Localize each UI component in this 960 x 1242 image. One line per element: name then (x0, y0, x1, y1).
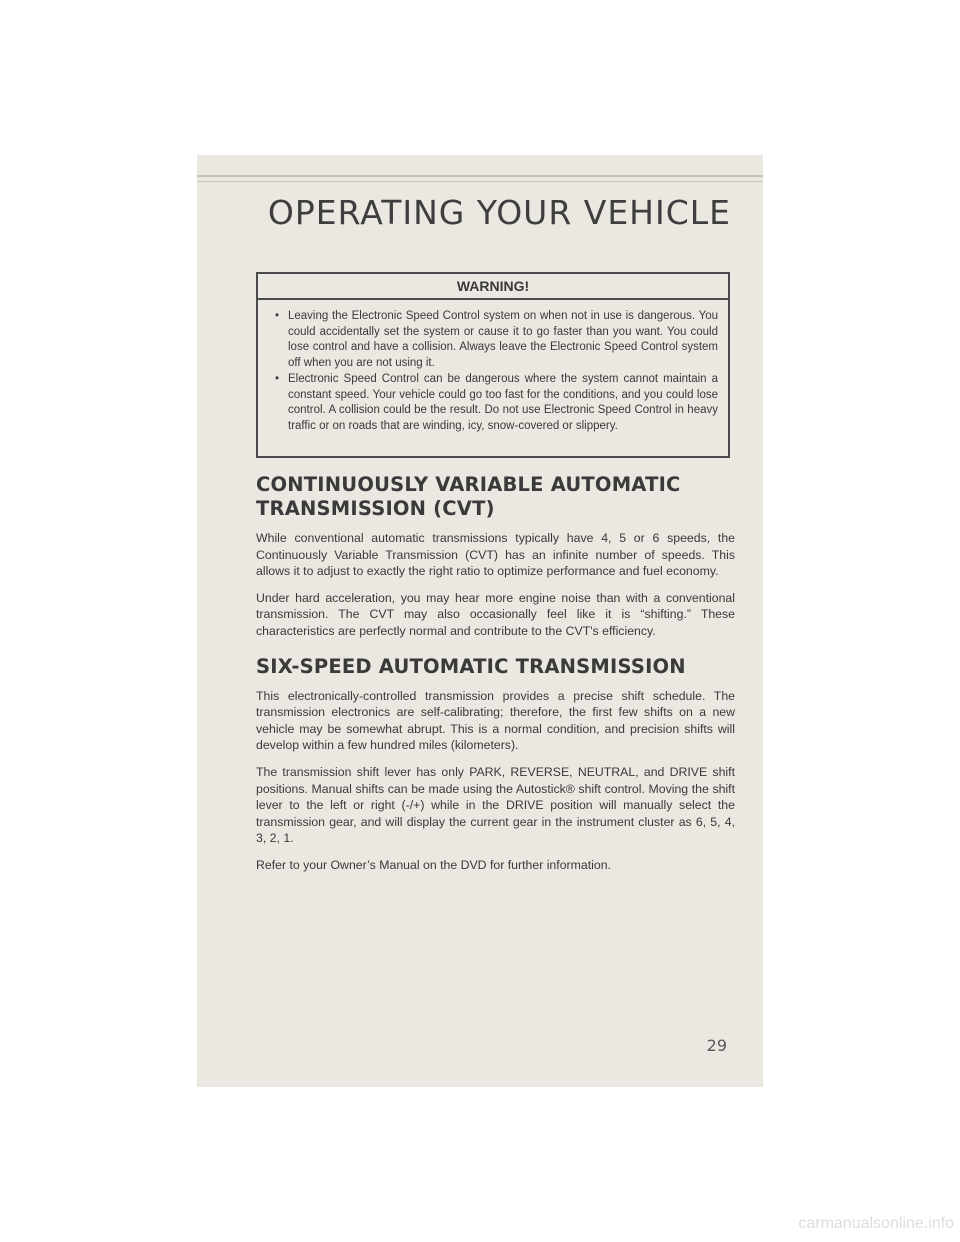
cvt-heading (256, 473, 735, 521)
cvt-heading-line2: TRANSMISSION (CVT) (256, 497, 495, 520)
warning-item (275, 372, 718, 435)
six-speed-paragraph: The transmission shift lever has only PARK, REVERSE, NEUTRAL, and DRIVE shift positions. Manual shifts can be made using the Autostick® shift control. Moving the shift lever to the left or right (-/+) while in the DRIVE position will manually select the transmission gear, and will display the current gear in the instrument cluster as 6, 5, 4, 3, 2, 1. (256, 764, 735, 846)
main-content (256, 473, 735, 884)
six-speed-heading: SIX-SPEED AUTOMATIC TRANSMISSION (256, 654, 686, 678)
header-rule-thick (197, 175, 763, 177)
header-rule-thin (197, 181, 763, 182)
warning-title: WARNING! (258, 274, 728, 300)
watermark: carmanualsonline.info (798, 1215, 954, 1232)
section-title: OPERATING YOUR VEHICLE (267, 193, 731, 232)
manual-page (197, 155, 763, 1087)
bullet-icon: • (275, 310, 280, 322)
warning-item-text: Electronic Speed Control can be dangerous where the system cannot maintain a constant speed. Your vehicle could go too fast for the conditions, and you could lose control. A collision could be the result. Do not use Electronic Speed Control in heavy traffic or on roads that are winding, icy, snow-covered or slippery. (288, 372, 718, 432)
six-speed-paragraph: Refer to your Owner’s Manual on the DVD for further information. (256, 857, 611, 872)
cvt-paragraph: While conventional automatic transmissions typically have 4, 5 or 6 speeds, the Continuously Variable Transmission (CVT) has an infinite number of speeds. This allows it to adjust to exactly the right ratio to optimize performance and fuel economy. (256, 531, 735, 579)
warning-item-text: Leaving the Electronic Speed Control system on when not in use is dangerous. You could accidentally set the system or cause it to go faster than you want. You could lose control and have a collision. Always leave the Electronic Speed Control system off when you are not using it. (288, 310, 718, 370)
six-speed-paragraph: This electronically-controlled transmission provides a precise shift schedule. The transmission electronics are self-calibrating; therefore, the first few shifts on a new vehicle may be somewhat abrupt. This is a normal condition, and precision shifts will develop within a few hundred miles (kilometers). (256, 688, 735, 753)
warning-box (256, 272, 730, 458)
bullet-icon: • (275, 372, 280, 385)
warning-list (258, 300, 728, 435)
warning-item (275, 309, 718, 372)
cvt-heading-line1: CONTINUOUSLY VARIABLE AUTOMATIC (256, 473, 681, 496)
cvt-paragraph: Under hard acceleration, you may hear more engine noise than with a conventional transmission. The CVT may also occasionally feel like it is “shifting.” These characteristics are perfectly normal and contribute to the CVT's efficiency. (256, 590, 735, 638)
page-number: 29 (706, 1036, 727, 1055)
